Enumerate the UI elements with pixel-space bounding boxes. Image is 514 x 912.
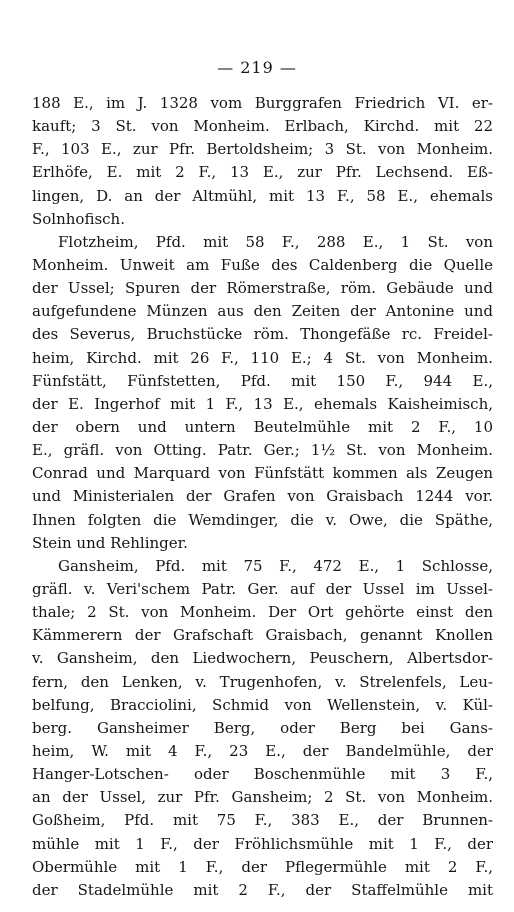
paragraph-first-line: Gansheim, Pfd. mit 75 F., 472 E., 1 Schlosse, (58, 556, 493, 575)
text-line: Monheim. Unweit am Fuße des Caldenberg die Quelle (32, 255, 493, 274)
text-line: heim, Kirchd. mit 26 F., 110 E.; 4 St. von Monheim. (32, 348, 493, 367)
text-line: an der Ussel, zur Pfr. Gansheim; 2 St. von Monheim. (32, 788, 493, 807)
text-line: mühle mit 1 F., der Fröhlichsmühle mit 1 F., der (32, 834, 493, 853)
text-line: Conrad und Marquard von Fünfstätt kommen als Zeugen (32, 464, 493, 483)
paragraph-first-line: Flotzheim, Pfd. mit 58 F., 288 E., 1 St. von (58, 232, 493, 251)
text-line: Goßheim, Pfd. mit 75 F., 383 E., der Brunnen- (32, 811, 493, 830)
text-line: Kämmerern der Grafschaft Graisbach, genannt Knollen (32, 626, 493, 645)
text-line: der E. Ingerhof mit 1 F., 13 E., ehemals Kaisheimisch, (32, 394, 493, 413)
text-line: kauft; 3 St. von Monheim. Erlbach, Kirchd. mit 22 (32, 117, 493, 136)
text-line: Stein und Rehlinger. (32, 533, 188, 552)
text-line: und Ministerialen der Grafen von Graisbach 1244 vor. (32, 487, 493, 506)
text-line: der Ussel; Spuren der Römerstraße, röm. Gebäude und (32, 279, 493, 298)
text-line: v. Gansheim, den Liedwochern, Peuschern, Albertsdor- (32, 649, 493, 668)
text-line: heim, W. mit 4 F., 23 E., der Bandelmühle, der (32, 741, 493, 760)
text-line: Erlhöfe, E. mit 2 F., 13 E., zur Pfr. Lechsend. Eß- (32, 163, 493, 182)
text-line: lingen, D. an der Altmühl, mit 13 F., 58 E., ehemals (32, 186, 493, 205)
text-line: fern, den Lenken, v. Trugenhofen, v. Strelenfels, Leu- (32, 672, 493, 691)
text-line: belfung, Bracciolini, Schmid von Wellenstein, v. Kül- (32, 695, 493, 714)
text-line: Hanger-Lotschen- oder Boschenmühle mit 3 F., (32, 765, 493, 784)
text-line: Ihnen folgten die Wemdinger, die v. Owe, die Späthe, (32, 510, 493, 529)
text-line: berg. Gansheimer Berg, oder Berg bei Gans- (32, 718, 493, 737)
page-body (32, 92, 493, 902)
text-line: Obermühle mit 1 F., der Pflegermühle mit 2 F., (32, 857, 493, 876)
text-line: F., 103 E., zur Pfr. Bertoldsheim; 3 St. von Monheim. (32, 140, 493, 159)
text-line: der Stadelmühle mit 2 F., der Staffelmühle mit (32, 880, 493, 899)
text-line: des Severus, Bruchstücke röm. Thongefäße rc. Freidel- (32, 325, 493, 344)
text-line: Solnhofisch. (32, 209, 125, 228)
text-line: Fünfstätt, Fünfstetten, Pfd. mit 150 F., 944 E., (32, 371, 493, 390)
text-line: thale; 2 St. von Monheim. Der Ort gehörte einst den (32, 603, 493, 622)
text-line: gräfl. v. Veri'schem Patr. Ger. auf der Ussel im Ussel- (32, 579, 493, 598)
text-line: der obern und untern Beutelmühle mit 2 F., 10 (32, 417, 493, 436)
text-line: aufgefundene Münzen aus den Zeiten der Antonine und (32, 302, 493, 321)
text-line: E., gräfl. von Otting. Patr. Ger.; 1½ St. von Monheim. (32, 441, 493, 460)
text-line: 188 E., im J. 1328 vom Burggrafen Friedrich VI. er- (32, 94, 493, 112)
page-number: — 219 — (217, 58, 297, 77)
